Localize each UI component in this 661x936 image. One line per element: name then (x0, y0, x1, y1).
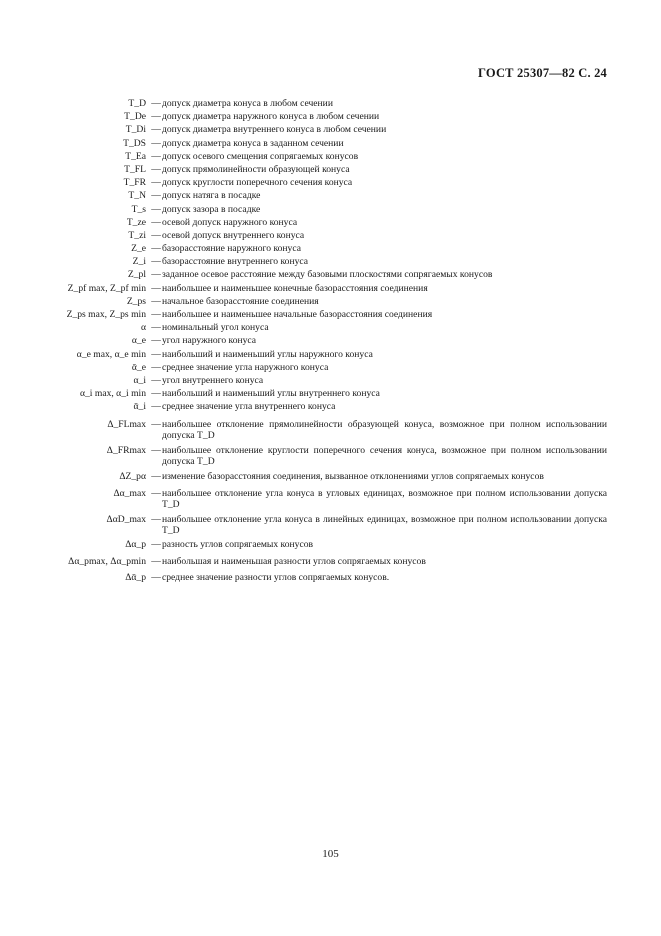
definition-row (0, 309, 661, 322)
definition-symbol: Z_pf max, Z_pf min (67, 282, 146, 294)
definition-text: угол наружного конуса (162, 335, 257, 347)
definition-dash: — (151, 137, 161, 149)
definition-text: наибольшее и наименьшее конечные базорасстояния соединения (162, 282, 428, 294)
definition-row (0, 124, 661, 137)
definition-symbol: Z_i (132, 256, 146, 268)
definition-dash: — (151, 98, 161, 109)
definition-symbol: Δ_FLmax (107, 418, 146, 430)
definition-row (0, 556, 661, 569)
definition-row (0, 335, 661, 348)
definition-dash: — (151, 470, 161, 482)
definition-text: наибольшее отклонение прямолинейности образующей конуса, возможное при полном использовании допуска T_D (162, 418, 607, 441)
definition-dash: — (151, 256, 161, 268)
definition-symbol: α_i max, α_i min (79, 388, 146, 400)
definition-text: допуск зазора в посадке (162, 203, 261, 215)
definition-row (0, 204, 661, 217)
definition-dash: — (151, 177, 161, 189)
definition-row (0, 256, 661, 269)
definition-dash: — (151, 374, 161, 386)
definition-dash: — (151, 124, 161, 136)
definition-row (0, 151, 661, 164)
definition-text: допуск осевого смещения сопрягаемых конусов (162, 150, 359, 162)
definition-symbol: T_zi (128, 229, 146, 241)
definition-text: среднее значение разности углов сопрягаемых конусов. (162, 572, 390, 584)
definition-symbol: α_e (131, 335, 146, 347)
definition-text: базорасстояние внутреннего конуса (162, 256, 309, 268)
definition-symbol: T_D (128, 98, 146, 109)
definition-row (0, 243, 661, 256)
definition-dash: — (151, 418, 161, 430)
definition-dash: — (151, 269, 161, 281)
definition-text: допуск прямолинейности образующей конуса (162, 163, 350, 175)
page-header: ГОСТ 25307—82 С. 24 (478, 66, 607, 80)
definition-text: осевой допуск внутреннего конуса (162, 229, 305, 241)
definition-symbol: ᾱ_e (131, 361, 146, 373)
definition-row (0, 190, 661, 203)
definition-text: изменение базорасстояния соединения, вызванное отклонениями углов сопрягаемых конусов (162, 470, 544, 482)
definition-dash: — (151, 163, 161, 175)
definition-row (0, 177, 661, 190)
definition-row (0, 269, 661, 282)
definition-symbol: T_N (128, 190, 146, 202)
definition-row (0, 445, 661, 467)
definition-row (0, 572, 661, 585)
definition-symbol: Z_ps max, Z_ps min (66, 309, 146, 320)
definition-symbol: Δα_p (125, 538, 146, 550)
definition-symbol: ᾱ_i (133, 401, 146, 413)
definition-symbol: T_Ea (125, 150, 146, 162)
definition-text: заданное осевое расстояние между базовыми плоскостями сопрягаемых конусов (162, 269, 493, 281)
definition-symbol: T_Di (125, 124, 146, 136)
definition-symbol: α_i (133, 374, 146, 386)
definition-text: начальное базорасстояние соединения (162, 295, 319, 307)
definition-symbol: T_DS (123, 137, 146, 149)
definition-dash: — (151, 190, 161, 202)
definition-dash: — (151, 203, 161, 215)
definition-symbol: Z_pl (127, 269, 146, 281)
definition-dash: — (151, 309, 161, 320)
definition-text: осевой допуск наружного конуса (162, 216, 298, 228)
definition-row (0, 362, 661, 375)
definition-symbol: ΔZ_pα (119, 470, 146, 482)
definition-dash: — (151, 401, 161, 413)
definition-symbol: ΔαD_max (106, 513, 146, 525)
definition-dash: — (151, 555, 161, 567)
definition-row (0, 388, 661, 401)
definition-dash: — (151, 487, 161, 499)
definition-row (0, 111, 661, 124)
definition-text: допуск натяга в посадке (162, 190, 261, 202)
definition-row (0, 471, 661, 484)
definition-text: среднее значение угла наружного конуса (162, 361, 329, 373)
definition-text: допуск диаметра конуса в любом сечении (162, 98, 333, 109)
definition-symbol: T_ze (126, 216, 146, 228)
definition-row (0, 138, 661, 151)
definition-row (0, 514, 661, 536)
definition-text: угол внутреннего конуса (162, 374, 264, 386)
definition-dash: — (151, 335, 161, 347)
definition-symbol: α_e max, α_e min (76, 348, 146, 360)
definition-row (0, 349, 661, 362)
definition-row (0, 283, 661, 296)
definition-dash: — (151, 513, 161, 525)
definition-dash: — (151, 282, 161, 294)
page-number: 105 (322, 848, 339, 860)
definition-text: среднее значение угла внутреннего конуса (162, 401, 336, 413)
definition-symbol: T_s (131, 203, 146, 215)
definition-dash: — (151, 572, 161, 584)
definitions-list (0, 98, 661, 585)
definition-row (0, 217, 661, 230)
definition-dash: — (151, 111, 161, 123)
definition-text: наибольший и наименьший углы внутреннего конуса (162, 388, 380, 400)
definition-row (0, 401, 661, 414)
definition-symbol: Δ_FRmax (106, 444, 146, 456)
definition-text: базорасстояние наружного конуса (162, 243, 301, 255)
definition-text: наибольшее отклонение круглости поперечного сечения конуса, возможное при полном использовании допуска T_D (162, 444, 607, 467)
definition-row (0, 230, 661, 243)
definition-row (0, 488, 661, 510)
definition-symbol: Z_ps (126, 295, 146, 307)
definition-symbol: Δα_pmax, Δα_pmin (68, 555, 146, 567)
definition-dash: — (151, 216, 161, 228)
definition-row (0, 98, 661, 111)
definition-row (0, 419, 661, 441)
definition-symbol: T_De (124, 111, 146, 123)
definition-text: разность углов сопрягаемых конусов (162, 538, 314, 550)
definition-text: номинальный угол конуса (162, 322, 269, 334)
definition-symbol: α (140, 322, 146, 334)
definition-text: допуск диаметра внутреннего конуса в любом сечении (162, 124, 387, 136)
definition-dash: — (151, 444, 161, 456)
definition-row (0, 539, 661, 552)
definition-text: допуск круглости поперечного сечения конуса (162, 177, 353, 189)
definition-row (0, 322, 661, 335)
definition-dash: — (151, 348, 161, 360)
definition-text: допуск диаметра наружного конуса в любом сечении (162, 111, 380, 123)
definition-row (0, 296, 661, 309)
definition-text: допуск диаметра конуса в заданном сечении (162, 137, 344, 149)
definition-row (0, 375, 661, 388)
definition-dash: — (151, 322, 161, 334)
definition-text: наибольшая и наименьшая разности углов сопрягаемых конусов (162, 555, 426, 567)
definition-dash: — (151, 150, 161, 162)
definition-text: наибольшее отклонение угла конуса в угловых единицах, возможное при полном использовании допуска T_D (162, 487, 607, 510)
definition-dash: — (151, 538, 161, 550)
definition-dash: — (151, 361, 161, 373)
definition-text: наибольшее отклонение угла конуса в линейных единицах, возможное при полном использовании допуска T_D (162, 513, 607, 536)
definition-text: наибольший и наименьший углы наружного конуса (162, 348, 373, 360)
definition-dash: — (151, 295, 161, 307)
definition-text: наибольшее и наименьшее начальные базорасстояния соединения (162, 309, 433, 320)
definition-symbol: Z_e (131, 243, 146, 255)
definition-symbol: T_FL (124, 163, 146, 175)
definition-dash: — (151, 388, 161, 400)
definition-dash: — (151, 243, 161, 255)
definition-symbol: Δᾱ_p (125, 572, 146, 584)
definition-symbol: Δα_max (113, 487, 146, 499)
definition-row (0, 164, 661, 177)
definition-dash: — (151, 229, 161, 241)
definition-symbol: T_FR (123, 177, 146, 189)
